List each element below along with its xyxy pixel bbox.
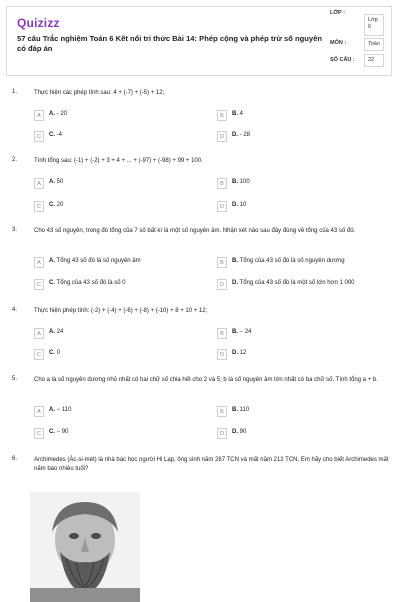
option-c[interactable] <box>34 131 184 144</box>
question-number: 5. <box>12 376 18 382</box>
option-b[interactable] <box>217 178 367 191</box>
option-b[interactable] <box>217 257 367 270</box>
option-letter-box: D <box>217 279 227 290</box>
option-a[interactable] <box>34 328 184 341</box>
option-letter-box: C <box>34 201 44 212</box>
option-text: - 28 <box>238 132 251 138</box>
option-c[interactable] <box>34 349 184 362</box>
option-label: B. <box>232 179 238 185</box>
option-text: Tổng của 43 số đó là số nguyên dương <box>238 258 345 264</box>
option-text: -4 <box>55 132 63 138</box>
option-letter-box: B <box>217 328 227 339</box>
option-d[interactable] <box>217 201 367 214</box>
option-c[interactable] <box>34 201 184 214</box>
option-b[interactable] <box>217 110 367 123</box>
option-text: 50 <box>55 179 64 185</box>
option-letter-box: A <box>34 257 44 268</box>
option-label: D. <box>232 202 238 208</box>
question-text: Tính tổng sau: (-1) + (-2) + 3 + 4 + ... + (-97) + (-98) + 99 + 100. <box>34 158 203 164</box>
question-text: Cho 43 số nguyên, trong đó tổng của 7 số bất kì là một số nguyên âm. Nhận xét nào sau đây đúng về tổng của 43 số đó. <box>34 228 356 234</box>
option-text: 4 <box>238 111 244 117</box>
option-d[interactable] <box>217 279 367 292</box>
option-letter-box: B <box>217 178 227 189</box>
option-letter-box: A <box>34 406 44 417</box>
question-text: Thực hiện các phép tính sau: 4 + (-7) + (-5) + 12; <box>34 90 165 96</box>
subject-value: Toán <box>364 38 384 51</box>
option-text: 0 <box>55 350 61 356</box>
option-text: 24 <box>55 329 64 335</box>
option-a[interactable] <box>34 406 184 419</box>
option-letter-box: A <box>34 178 44 189</box>
option-letter-box: A <box>34 110 44 121</box>
option-d[interactable] <box>217 428 367 441</box>
option-label: A. <box>49 329 55 335</box>
option-letter-box: B <box>217 257 227 268</box>
option-label: C. <box>49 132 55 138</box>
option-text: 90 <box>238 429 247 435</box>
question-number: 2. <box>12 157 18 163</box>
question-text: Archimedes (Ác-si-mét) là nhà bác học người Hi Lạp, ông sinh năm 287 TCN và mất năm 212 TCN. Em hãy cho biết Archimedes mất năm bao nhiêu tuổi? <box>34 457 389 472</box>
worksheet-title: 57 câu Trắc nghiệm Toán 6 Kết nối tri thức Bài 14: Phép cộng và phép trừ số nguyên có đáp án <box>17 34 322 53</box>
option-label: D. <box>232 350 238 356</box>
option-text: 110 <box>238 407 250 413</box>
option-text: 20 <box>55 202 64 208</box>
option-letter-box: D <box>217 201 227 212</box>
option-letter-box: D <box>217 349 227 360</box>
question-count-value: 22 <box>364 54 384 67</box>
class-value: Lớp 6 <box>364 14 384 36</box>
option-letter-box: B <box>217 406 227 417</box>
option-c[interactable] <box>34 428 184 441</box>
option-d[interactable] <box>217 131 367 144</box>
class-label: LỚP : <box>330 10 345 16</box>
portrait-illustration <box>30 492 140 602</box>
option-label: B. <box>232 407 238 413</box>
option-label: A. <box>49 111 55 117</box>
option-text: 12 <box>238 350 247 356</box>
option-text: − 90 <box>55 429 69 435</box>
option-letter-box: B <box>217 110 227 121</box>
option-d[interactable] <box>217 349 367 362</box>
option-label: C. <box>49 429 55 435</box>
question-text: Thực hiện phép tính: (-2) + (-4) + (-6) + (-8) + (-10) + 8 + 10 + 12; <box>34 308 208 314</box>
quizizz-logo[interactable]: Quizizz <box>17 16 60 30</box>
option-text: 10 <box>238 202 247 208</box>
question-count-label: SỐ CÂU : <box>330 57 355 63</box>
option-label: D. <box>232 132 238 138</box>
option-letter-box: C <box>34 279 44 290</box>
option-c[interactable] <box>34 279 184 292</box>
option-label: C. <box>49 280 55 286</box>
option-text: Tổng của 43 số đó là một số lớn hơn 1 000 <box>238 280 355 286</box>
option-text: − 24 <box>238 329 252 335</box>
option-label: B. <box>232 329 238 335</box>
question-number: 4. <box>12 307 18 313</box>
option-b[interactable] <box>217 406 367 419</box>
option-label: A. <box>49 407 55 413</box>
option-label: B. <box>232 111 238 117</box>
option-letter-box: D <box>217 428 227 439</box>
subject-label: MÔN : <box>330 40 347 46</box>
option-a[interactable] <box>34 257 184 270</box>
option-text: Tổng của 43 số đó là số 0 <box>55 280 126 286</box>
archimedes-portrait-image <box>30 492 140 602</box>
option-label: A. <box>49 179 55 185</box>
question-number: 6. <box>12 456 18 462</box>
option-text: - 20 <box>55 111 68 117</box>
option-text: 100 <box>238 179 250 185</box>
option-text: Tổng 43 số đó là số nguyên âm <box>55 258 141 264</box>
question-number: 3. <box>12 227 18 233</box>
option-label: B. <box>232 258 238 264</box>
question-text: Cho a là số nguyên dương nhỏ nhất có hai chữ số chia hết cho 2 và 5; b là số nguyên âm lớn nhất có ba chữ số. Tính tổng a + b. <box>34 377 378 383</box>
option-label: D. <box>232 280 238 286</box>
option-text: − 110 <box>55 407 72 413</box>
option-label: A. <box>49 258 55 264</box>
option-letter-box: A <box>34 328 44 339</box>
option-label: C. <box>49 202 55 208</box>
option-letter-box: C <box>34 428 44 439</box>
option-label: C. <box>49 350 55 356</box>
option-letter-box: C <box>34 349 44 360</box>
option-a[interactable] <box>34 178 184 191</box>
option-b[interactable] <box>217 328 367 341</box>
option-label: D. <box>232 429 238 435</box>
option-letter-box: C <box>34 131 44 142</box>
option-a[interactable] <box>34 110 184 123</box>
option-letter-box: D <box>217 131 227 142</box>
question-number: 1. <box>12 89 18 95</box>
